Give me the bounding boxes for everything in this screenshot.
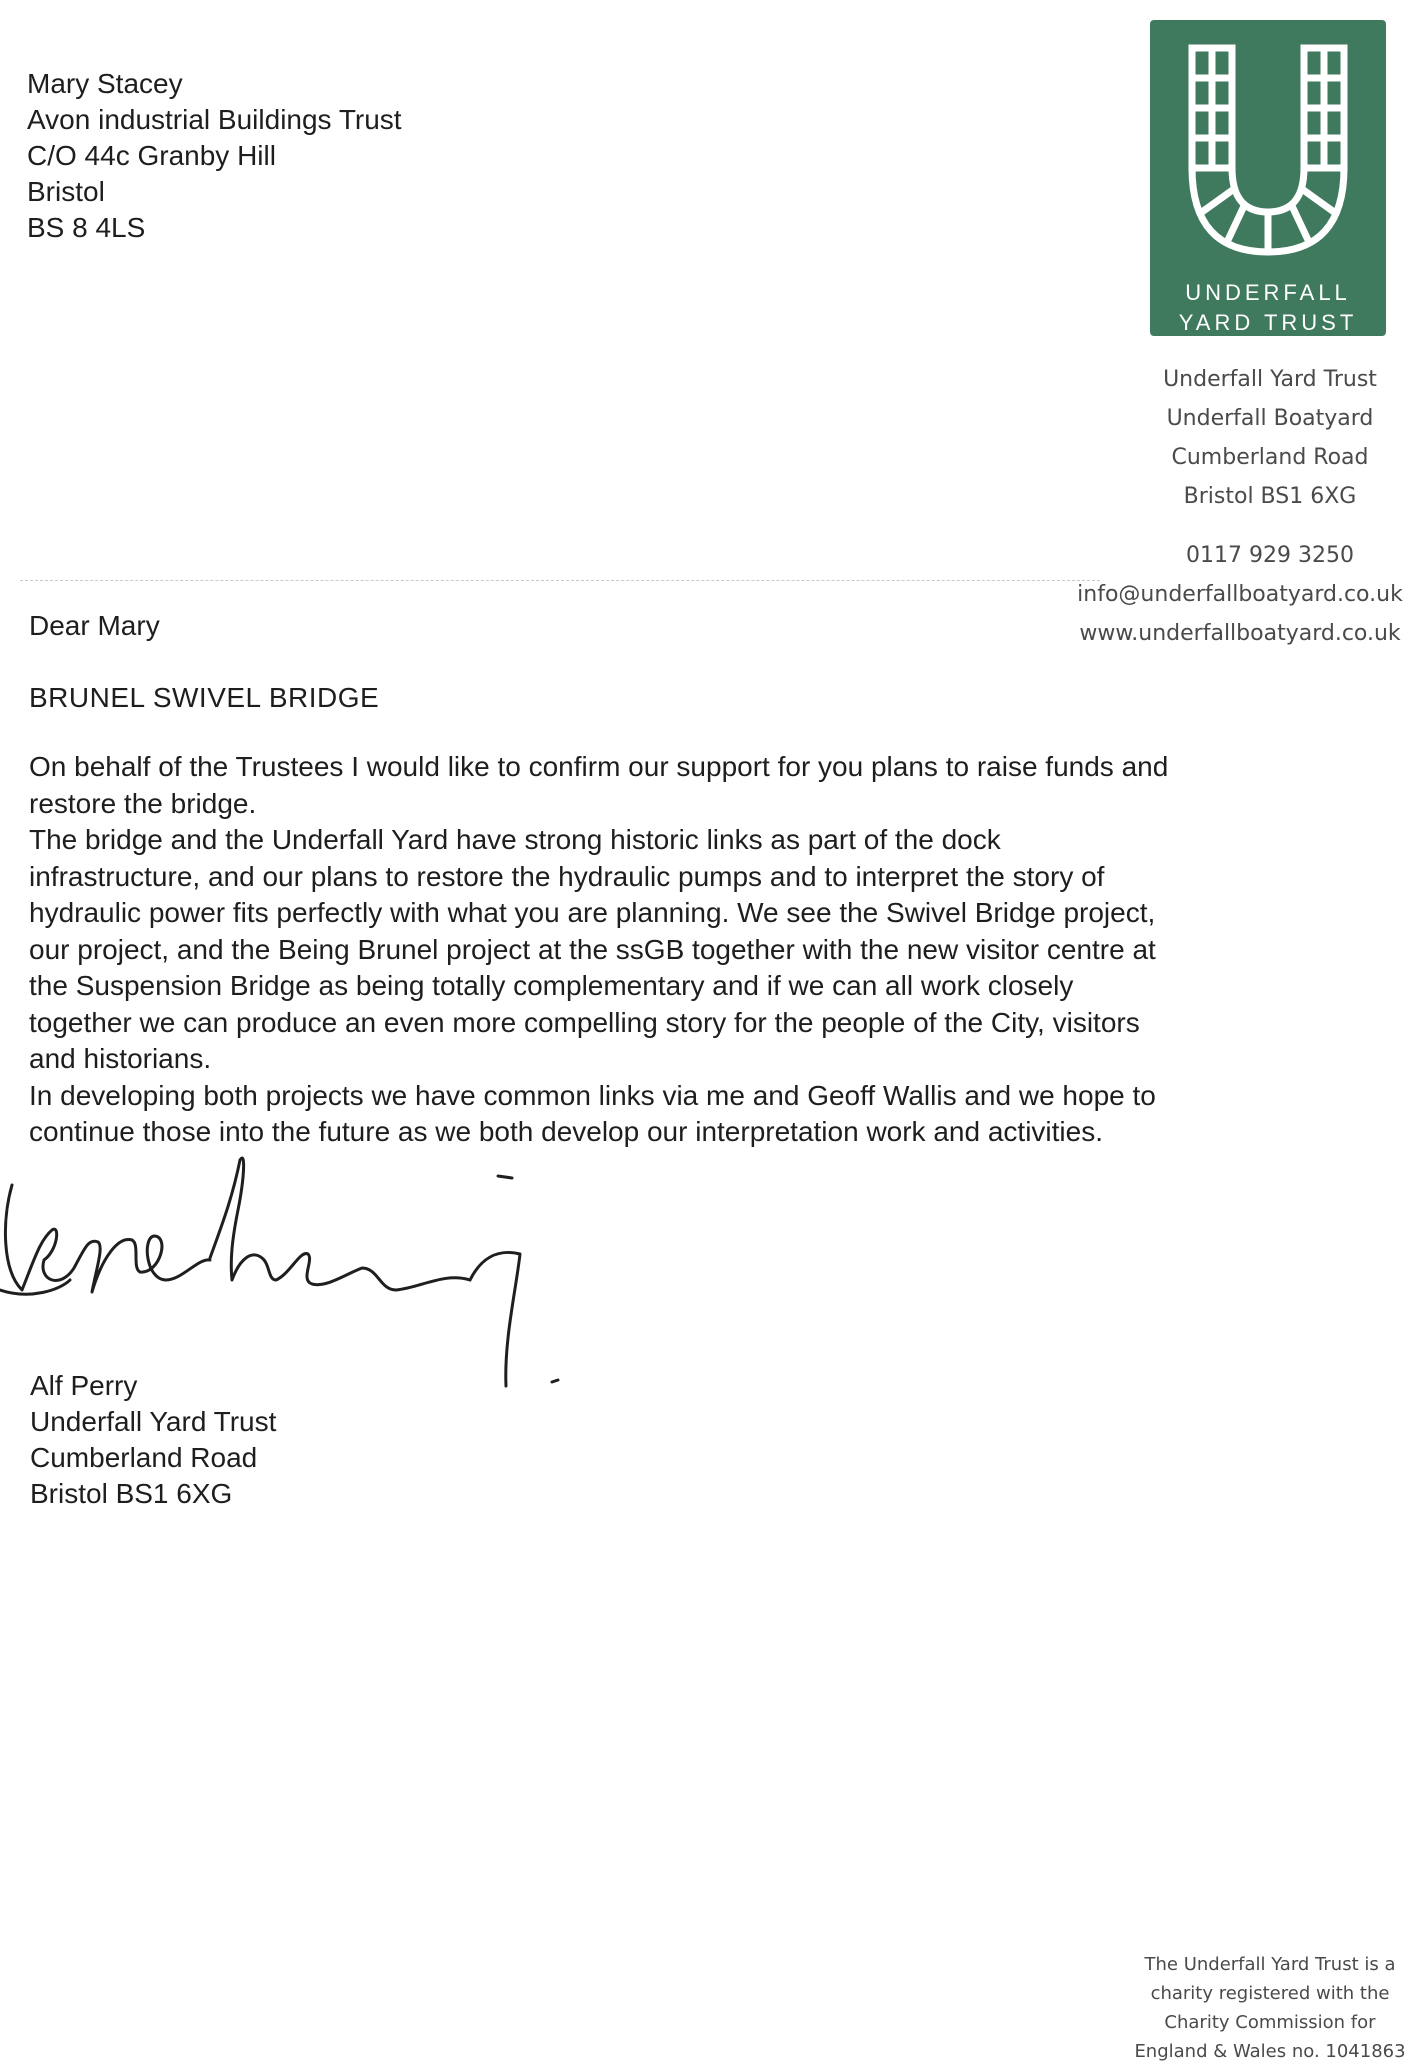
body-line: On behalf of the Trustees I would like to confirm our support for you plans to raise funds and bbox=[29, 751, 1169, 782]
underfall-yard-trust-logo bbox=[1150, 20, 1386, 336]
handwritten-signature bbox=[0, 1140, 580, 1400]
salutation: Dear Mary bbox=[29, 610, 160, 641]
sender-address-line: Underfall Boatyard bbox=[1166, 406, 1374, 431]
charity-line: charity registered with the bbox=[1150, 1983, 1390, 2004]
sender-website: www.underfallboatyard.co.uk bbox=[1079, 621, 1401, 646]
body-line: infrastructure, and our plans to restore the hydraulic pumps and to interpret the story of bbox=[29, 860, 1105, 892]
body-line: and historians. bbox=[29, 1043, 212, 1074]
sender-name: Underfall Yard Trust bbox=[1163, 367, 1377, 392]
recipient-address bbox=[27, 66, 402, 246]
recipient-line: Mary Stacey bbox=[27, 68, 183, 99]
recipient-line: Bristol bbox=[27, 176, 105, 207]
sender-address-line: Bristol BS1 6XG bbox=[1183, 484, 1357, 509]
body-line: the Suspension Bridge as being totally complementary and if we can all work closely bbox=[29, 970, 1074, 1001]
charity-line: England & Wales no. 1041863 bbox=[1134, 2041, 1406, 2062]
divider bbox=[20, 580, 1100, 581]
logo-text-line1: UNDERFALL bbox=[1185, 280, 1351, 305]
body-line: hydraulic power fits perfectly with what you are planning. We see the Swivel Bridge project, bbox=[29, 897, 1156, 928]
body-line: together we can produce an even more compelling story for the people of the City, visitors bbox=[29, 1006, 1140, 1038]
charity-line: The Underfall Yard Trust is a bbox=[1144, 1954, 1396, 1975]
charity-line: Charity Commission for bbox=[1164, 2012, 1376, 2033]
recipient-line: C/O 44c Granby Hill bbox=[27, 140, 276, 171]
logo-text-line2: YARD TRUST bbox=[1178, 310, 1358, 335]
body-line: continue those into the future as we both develop our interpretation work and activities. bbox=[29, 1116, 1103, 1147]
body-line: In developing both projects we have common links via me and Geoff Wallis and we hope to bbox=[29, 1079, 1156, 1111]
recipient-line: Avon industrial Buildings Trust bbox=[27, 104, 402, 135]
recipient-line: BS 8 4LS bbox=[27, 212, 146, 243]
signoff-line: Bristol BS1 6XG bbox=[30, 1478, 233, 1509]
charity-notice bbox=[1120, 1950, 1420, 2066]
letter-subject: BRUNEL SWIVEL BRIDGE bbox=[29, 682, 380, 713]
sign-off-block bbox=[30, 1368, 276, 1512]
sender-address bbox=[1077, 360, 1427, 653]
letter-body bbox=[29, 749, 1319, 1151]
u-grid-logo-icon bbox=[1188, 44, 1348, 259]
body-line: our project, and the Being Brunel project at the ssGB together with the new visitor centre at bbox=[29, 933, 1156, 965]
signatory-name: Alf Perry bbox=[30, 1370, 138, 1401]
body-line: restore the bridge. bbox=[29, 787, 257, 819]
sender-email: info@underfallboatyard.co.uk bbox=[1077, 582, 1403, 607]
sender-phone: 0117 929 3250 bbox=[1186, 543, 1354, 568]
sender-address-line: Cumberland Road bbox=[1171, 445, 1369, 470]
body-line: The bridge and the Underfall Yard have strong historic links as part of the dock bbox=[29, 824, 1001, 855]
signoff-line: Underfall Yard Trust bbox=[30, 1406, 277, 1437]
signoff-line: Cumberland Road bbox=[30, 1442, 258, 1473]
